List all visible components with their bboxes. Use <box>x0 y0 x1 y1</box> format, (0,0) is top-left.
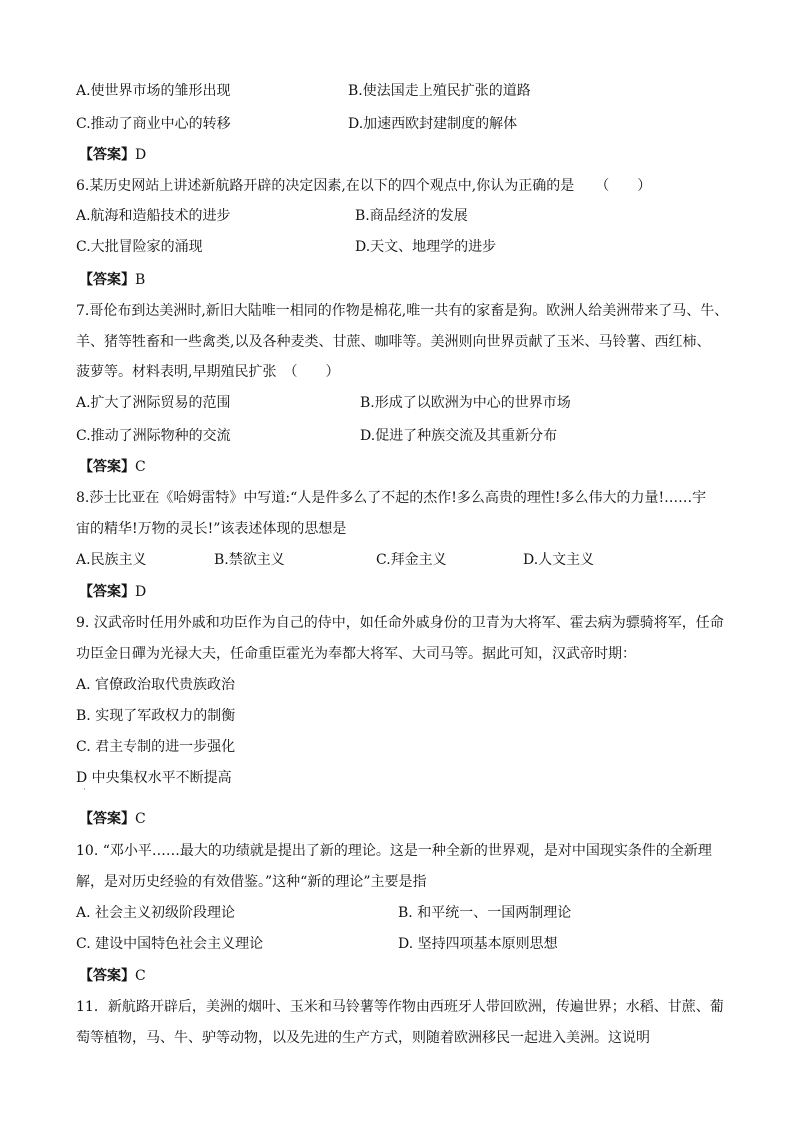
q6-option-b: B.商品经济的发展 <box>355 208 468 224</box>
q7-option-b: B.形成了以欧洲为中心的世界市场 <box>360 395 571 411</box>
answer-tag: 【答案】 <box>79 968 135 984</box>
q6-option-d: D.天文、地理学的进步 <box>355 239 497 255</box>
q10-option-d: D. 坚持四项基本原则思想 <box>398 936 558 952</box>
answer-value: D <box>135 147 147 163</box>
q8-option-d: D.人文主义 <box>523 552 595 568</box>
answer-tag: 【答案】 <box>79 147 135 163</box>
answer-value: C <box>135 459 146 475</box>
q9-stem-line-2: 功臣金日磾为光禄大夫，任命重臣霍光为奉都大将军、大司马等。据此可知，汉武帝时期： <box>76 646 636 662</box>
answer-value: B <box>135 272 146 288</box>
q6-stem: 6.某历史网站上讲述新航路开辟的决定因素,在以下的四个观点中,你认为正确的是 （ ） <box>76 178 652 194</box>
q6-option-a: A.航海和造船技术的进步 <box>76 208 231 224</box>
q8-stem-line-1: 8.莎士比亚在《哈姆雷特》中写道:“人是件多么了不起的杰作!多么高贵的理性!多么伟大的力量!……宇 <box>76 490 707 506</box>
q5-option-c: C.推动了商业中心的转移 <box>76 116 231 132</box>
answer-tag: 【答案】 <box>79 584 135 600</box>
answer-tag: 【答案】 <box>79 811 135 827</box>
stray-mark: ˙ <box>82 788 87 799</box>
answer-tag: 【答案】 <box>79 272 135 288</box>
q9-option-d: D 中央集权水平不断提高 <box>76 770 232 786</box>
q11-stem-line-1: 11．新航路开辟后，美洲的烟叶、玉米和马铃薯等作物由西班牙人带回欧洲，传遍世界；水稻、甘蔗、葡 <box>76 999 724 1015</box>
q7-option-c: C.推动了洲际物种的交流 <box>76 428 231 444</box>
q9-answer <box>79 810 146 828</box>
q11-stem-line-2: 萄等植物，马、牛、驴等动物，以及先进的生产方式，则随着欧洲移民一起进入美洲。这说明 <box>76 1030 650 1046</box>
q10-stem-line-1: 10. “邓小平……最大的功绩就是提出了新的理论。这是一种全新的世界观，是对中国现实条件的全新理 <box>76 843 712 859</box>
q8-answer <box>79 583 146 601</box>
q6-option-c: C.大批冒险家的涌现 <box>76 239 203 255</box>
q7-option-a: A.扩大了洲际贸易的范围 <box>76 395 231 411</box>
q8-stem-line-2: 宙的精华!万物的灵长!”该表述体现的思想是 <box>76 521 347 537</box>
q10-stem-line-2: 解，是对历史经验的有效借鉴。”这种“新的理论”主要是指 <box>76 874 427 890</box>
q5-option-d: D.加速西欧封建制度的解体 <box>348 116 518 132</box>
q6-answer <box>79 271 145 289</box>
q7-stem-line-3: 菠萝等。材料表明,早期殖民扩张 （ ） <box>76 364 340 380</box>
q5-answer <box>79 146 146 164</box>
q9-stem-line-1: 9. 汉武帝时任用外戚和功臣作为自己的侍中，如任命外戚身份的卫青为大将军、霍去病为骠骑将军，任命 <box>76 615 724 631</box>
answer-tag: 【答案】 <box>79 459 135 475</box>
answer-value: C <box>135 968 146 984</box>
q10-answer <box>79 967 146 985</box>
q10-option-c: C. 建设中国特色社会主义理论 <box>76 936 264 952</box>
q8-option-a: A.民族主义 <box>76 552 147 568</box>
answer-value: C <box>135 811 146 827</box>
q10-option-a: A. 社会主义初级阶段理论 <box>76 905 236 921</box>
q10-option-b: B. 和平统一、一国两制理论 <box>398 905 572 921</box>
q7-stem-line-2: 羊、猪等牲畜和一些禽类,以及各种麦类、甘蔗、咖啡等。美洲则向世界贡献了玉米、马铃薯、西红柿、 <box>76 334 711 350</box>
q7-option-d: D.促进了种族交流及其重新分布 <box>360 428 558 444</box>
q9-option-c: C. 君主专制的进一步强化 <box>76 739 236 755</box>
q5-option-b: B.使法国走上殖民扩张的道路 <box>348 83 531 99</box>
q8-option-b: B.禁欲主义 <box>214 552 285 568</box>
answer-value: D <box>135 584 147 600</box>
q8-option-c: C.拜金主义 <box>376 552 447 568</box>
q7-stem-line-1: 7.哥伦布到达美洲时,新旧大陆唯一相同的作物是棉花,唯一共有的家畜是狗。欧洲人给美洲带来了马、牛、 <box>76 303 729 319</box>
q5-option-a: A.使世界市场的雏形出现 <box>76 83 231 99</box>
q9-option-b: B. 实现了军政权力的制衡 <box>76 708 236 724</box>
q9-option-a: A. 官僚政治取代贵族政治 <box>76 677 236 693</box>
q7-answer <box>79 458 146 476</box>
